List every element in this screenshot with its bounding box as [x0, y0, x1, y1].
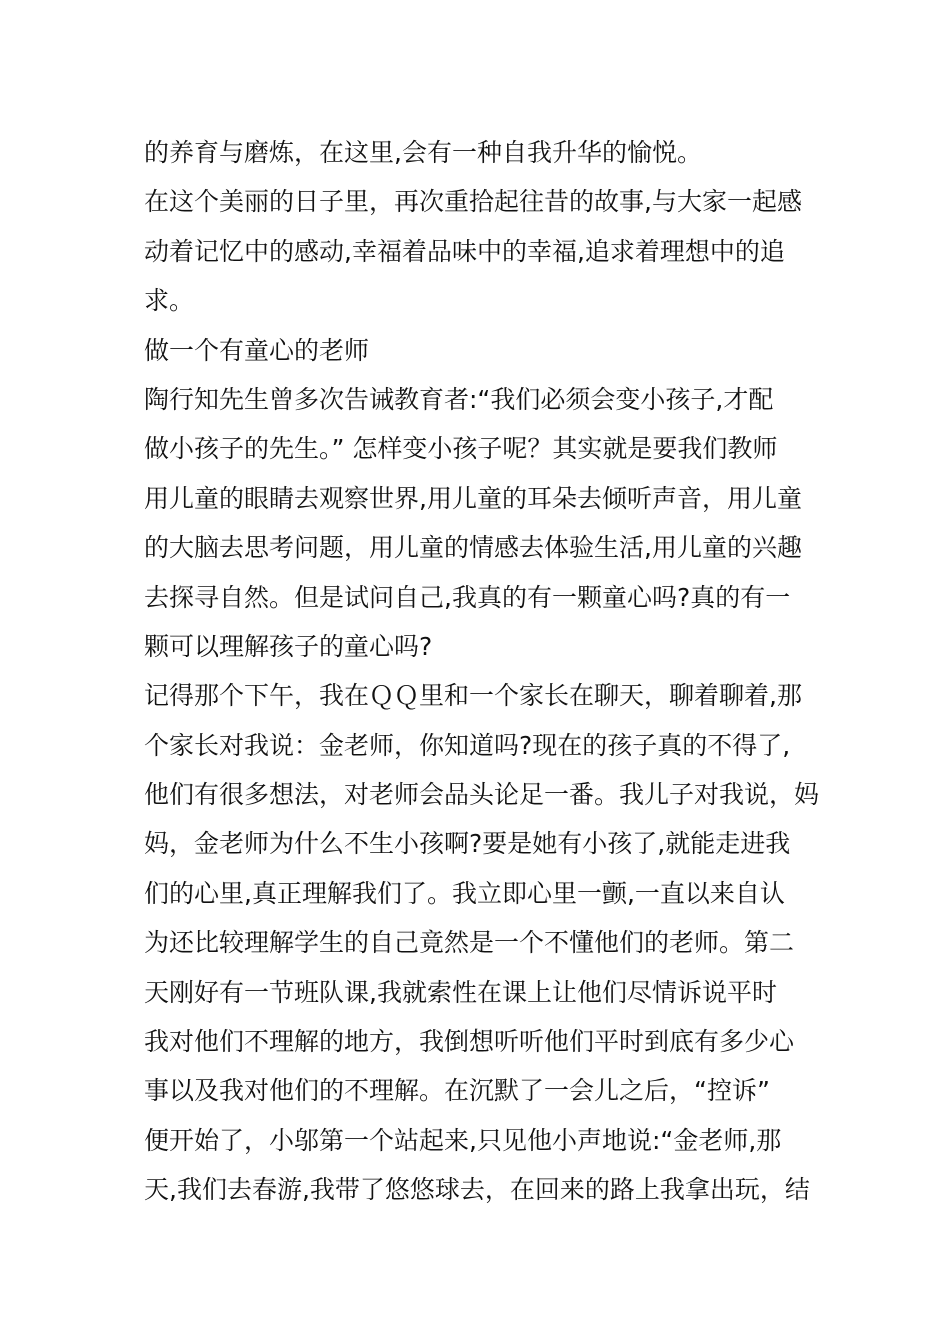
paragraph-line: 们的心里,真正理解我们了。我立即心里一颤,一直以来自认 [144, 878, 785, 908]
paragraph-line: 个家长对我说：金老师，你知道吗?现在的孩子真的不得了, [144, 730, 791, 760]
paragraph-line: 天刚好有一节班队课,我就索性在课上让他们尽情诉说平时 [144, 977, 777, 1007]
paragraph-line: 陶行知先生曾多次告诫教育者:“我们必须会变小孩子,才配 [144, 384, 774, 414]
paragraph-line: 妈，金老师为什么不生小孩啊?要是她有小孩了,就能走进我 [144, 829, 791, 859]
paragraph-line: 在这个美丽的日子里，再次重拾起往昔的故事,与大家一起感 [144, 187, 802, 217]
paragraph-line: 事以及我对他们的不理解。在沉默了一会儿之后，“控诉” [144, 1076, 770, 1106]
paragraph-line: 的大脑去思考问题，用儿童的情感去体验生活,用儿童的兴趣 [144, 533, 802, 563]
paragraph-line: 求。 [144, 286, 195, 316]
paragraph-line: 我对他们不理解的地方，我倒想听听他们平时到底有多少心 [144, 1027, 795, 1057]
paragraph-line: 做小孩子的先生。” 怎样变小孩子呢？其实就是要我们教师 [144, 434, 778, 464]
paragraph-line: 记得那个下午，我在ＱＱ里和一个家长在聊天，聊着聊着,那 [144, 681, 802, 711]
paragraph-line: 颗可以理解孩子的童心吗? [144, 631, 433, 661]
paragraph-line: 便开始了，小邬第一个站起来,只见他小声地说:“金老师,那 [144, 1125, 782, 1155]
paragraph-line: 用儿童的眼睛去观察世界,用儿童的耳朵去倾听声音，用儿童 [144, 483, 802, 513]
paragraph-line: 动着记忆中的感动,幸福着品味中的幸福,追求着理想中的追 [144, 236, 785, 266]
paragraph-line: 天,我们去春游,我带了悠悠球去，在回来的路上我拿出玩，结 [144, 1175, 810, 1205]
paragraph-line: 的养育与磨炼，在这里,会有一种自我升华的愉悦。 [144, 138, 702, 167]
paragraph-line: 他们有很多想法，对老师会品头论足一番。我儿子对我说，妈 [144, 780, 820, 810]
body-text [144, 128, 820, 1215]
section-heading: 做一个有童心的老师 [144, 335, 370, 365]
paragraph-line: 去探寻自然。但是试问自己,我真的有一颗童心吗?真的有一 [144, 582, 791, 612]
paragraph-line: 为还比较理解学生的自己竟然是一个不懂他们的老师。第二 [144, 928, 795, 958]
